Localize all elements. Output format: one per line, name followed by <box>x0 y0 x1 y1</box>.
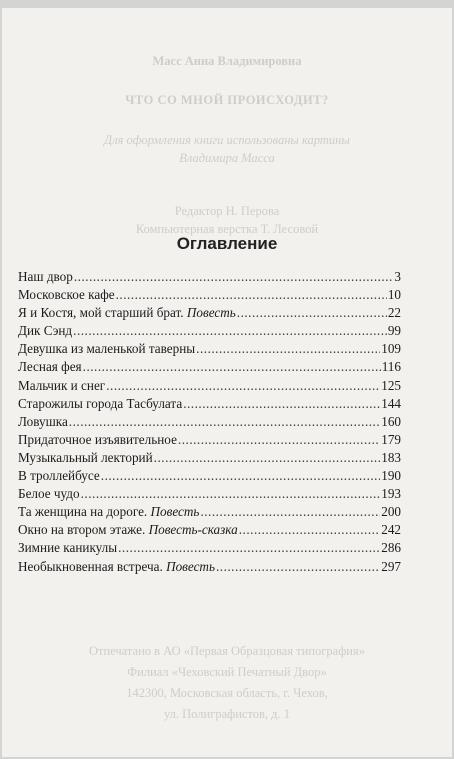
toc-entry-title <box>18 539 117 557</box>
toc-entry-page: 200 <box>381 504 401 520</box>
toc-entry-page: 193 <box>381 486 401 502</box>
toc-entry-page: 144 <box>381 395 401 411</box>
toc-entry-page: 3 <box>394 269 401 284</box>
toc-entry <box>18 558 401 576</box>
toc-entry <box>18 539 401 557</box>
toc-entry-title <box>18 286 115 304</box>
toc-leader-dots <box>73 322 387 340</box>
toc-entry <box>18 340 401 358</box>
toc-entry-title <box>18 358 82 376</box>
toc-entry <box>18 431 401 449</box>
toc-entry <box>18 467 401 485</box>
toc-entry-page: 125 <box>381 377 401 393</box>
toc-entry-page: 22 <box>387 305 401 321</box>
toc-entry-page: 10 <box>387 287 401 303</box>
toc-entry-page: 160 <box>381 413 401 429</box>
toc-leader-dots <box>200 503 380 521</box>
toc-entry-title <box>18 322 72 340</box>
toc-leader-dots <box>154 449 381 467</box>
toc-entry-title <box>18 558 215 576</box>
toc-entry-title-text: Лесная фея <box>18 359 82 375</box>
toc-entry-title <box>18 467 100 485</box>
toc-entry-genre: Повесть-сказка <box>148 522 238 538</box>
imprint-line-4: ул. Полиграфистов, д. 1 <box>163 707 291 721</box>
toc-entry-title-text: Московское кафе <box>18 287 115 303</box>
toc-entry <box>18 395 401 413</box>
toc-entry-title <box>18 377 105 395</box>
toc-entry-genre: Повесть <box>186 305 236 321</box>
toc-title: Оглавление <box>176 234 278 253</box>
toc-entry-title-text: Дик Сэнд <box>18 323 73 339</box>
editor-credit: Редактор Н. Перова <box>174 204 280 218</box>
toc-entry-page: 99 <box>387 323 401 339</box>
toc-leader-dots <box>178 431 380 449</box>
toc-leader-dots <box>69 413 380 431</box>
design-credit-line-1: Для оформления книги использованы картины <box>104 133 350 147</box>
toc-entry-page: 183 <box>381 449 401 465</box>
toc-entry-title <box>18 395 182 413</box>
toc-leader-dots <box>239 521 380 539</box>
toc-leader-dots <box>116 286 387 304</box>
toc-entry <box>18 485 401 503</box>
toc-entry-title <box>18 340 195 358</box>
toc-entry-genre: Повесть <box>166 558 215 574</box>
toc-entry <box>18 322 401 340</box>
toc-entry-page: 109 <box>381 341 401 357</box>
toc-entry-title <box>18 503 199 521</box>
imprint-line-2: Филиал «Чеховский Печатный Двор» <box>127 665 327 679</box>
toc-entry-page: 190 <box>381 468 401 484</box>
toc-entry-title <box>18 304 236 322</box>
layout-credit: Компьютерная верстка Т. Лесовой <box>135 222 319 236</box>
toc-entry <box>18 286 401 304</box>
toc-entry-title <box>18 431 177 449</box>
toc-entry-title-text: Зимние каникулы <box>18 540 118 556</box>
imprint-line-3: 142300, Московская область, г. Чехов, <box>126 686 328 700</box>
book-title: ЧТО СО МНОЙ ПРОИСХОДИТ? <box>125 93 329 107</box>
author-name: Масс Анна Владимировна <box>152 54 302 68</box>
toc-entry-title-text: Ловушка <box>18 413 68 429</box>
toc-entry-page: 242 <box>381 522 401 538</box>
toc-entry <box>18 413 401 431</box>
toc-entry-page: 286 <box>381 540 401 556</box>
toc-entry-title-text: Девушка из маленькой таверны <box>18 341 196 357</box>
toc-entry-title-text: Я и Костя, мой старший брат. <box>18 305 184 321</box>
toc-entry-title <box>18 413 68 431</box>
toc-entry-title-text: Необыкновенная встреча. <box>18 558 163 574</box>
toc-entry-title-text: В троллейбусе <box>18 468 100 484</box>
toc-entry <box>18 268 401 286</box>
toc-leader-dots <box>183 395 380 413</box>
toc-entry <box>18 304 401 322</box>
toc-entry-page: 116 <box>381 359 401 375</box>
design-credit-line-2: Владимира Масса <box>179 151 275 165</box>
toc-entry-title-text: Придаточное изъявительное <box>18 431 177 447</box>
toc-entry-title-text: Окно на втором этаже. <box>18 522 146 538</box>
toc-leader-dots <box>74 268 394 286</box>
toc-leader-dots <box>83 358 381 376</box>
toc-entry <box>18 503 401 521</box>
toc-entry-title <box>18 485 80 503</box>
toc-leader-dots <box>101 467 380 485</box>
imprint-line-1: Отпечатано в АО «Первая Образцовая типография» <box>88 644 365 658</box>
toc-leader-dots <box>81 485 381 503</box>
toc-entry-title-text: Старожилы города Тасбулата <box>18 395 183 411</box>
toc-leader-dots <box>118 539 380 557</box>
toc-entry-title-text: Белое чудо <box>18 486 80 502</box>
toc-entry-title <box>18 521 238 539</box>
toc-leader-dots <box>237 304 387 322</box>
toc-entry-title-text: Та женщина на дороге. <box>18 504 148 520</box>
toc-entry-title-text: Мальчик и снег <box>18 377 106 393</box>
toc-entry-page: 297 <box>381 558 401 574</box>
toc-leader-dots <box>196 340 380 358</box>
toc-entry-page: 179 <box>381 431 401 447</box>
toc-entry-title <box>18 268 73 286</box>
toc-entry-genre: Повесть <box>150 504 200 520</box>
toc-entry <box>18 449 401 467</box>
table-of-contents <box>18 268 401 576</box>
toc-entry <box>18 521 401 539</box>
toc-entry-title-text: Музыкальный лекторий <box>18 449 153 465</box>
toc-leader-dots <box>216 558 380 576</box>
toc-leader-dots <box>106 377 380 395</box>
toc-entry-title-text: Наш двор <box>18 269 73 284</box>
toc-entry-title <box>18 449 153 467</box>
toc-entry <box>18 358 401 376</box>
toc-entry <box>18 377 401 395</box>
